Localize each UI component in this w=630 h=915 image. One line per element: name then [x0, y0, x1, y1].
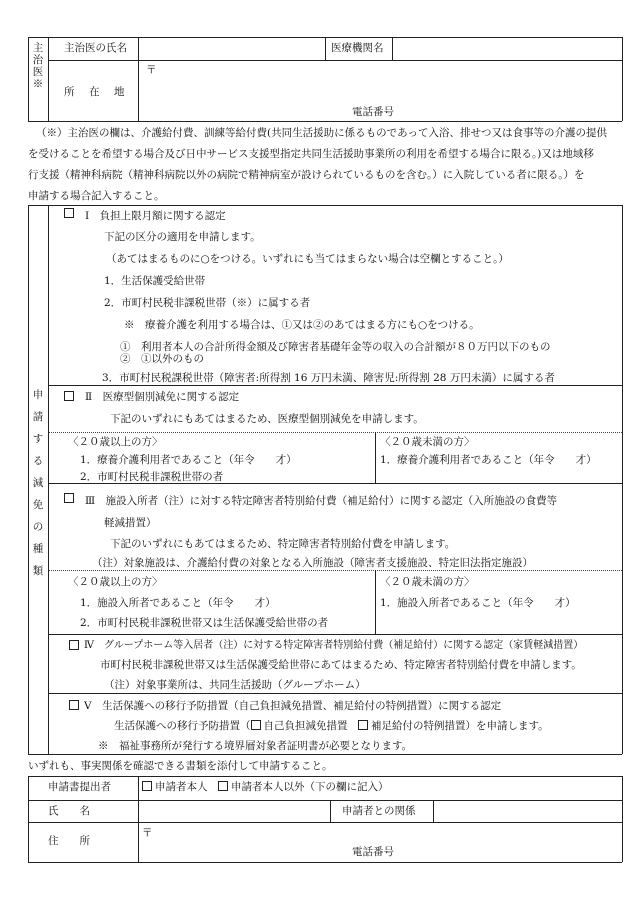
section5-opt1-label: 自己負担減免措置 [263, 720, 348, 732]
section2-left-head: 〈２０歳以上の方〉 [68, 436, 163, 448]
doctor-name-field[interactable] [140, 38, 324, 59]
attach-note: いずれも、事実関係を確認できる書類を添付して申請すること。 [28, 760, 333, 772]
section3-left-item[interactable]: 2．市町村民税非課税世帯又は生活保護受給世帯の者 [80, 617, 329, 629]
relation-label: 申請者との関係 [342, 805, 416, 817]
section1-checkbox[interactable] [64, 208, 74, 221]
section4-checkbox[interactable] [69, 640, 79, 653]
doctor-note-line: 行支援（精神科病院（精神科病院以外の病院で精神病室が設けられているものを含む。）に入院している者に限る。）を [28, 169, 585, 181]
reduction-type-label: 申請する減免の種類 [32, 389, 44, 577]
section1-line: 下記の区分の適用を申請します。 [104, 231, 261, 243]
section4-note: （注）対象事業所は、共同生活援助（グループホーム） [104, 679, 366, 691]
section2-title: Ⅱ 医療型個別減免に関する認定 [85, 391, 240, 403]
section2-right-item[interactable]: 1．療養介護利用者であること（年令 才） [380, 454, 597, 466]
section1-option[interactable]: 3．市町村民税課税世帯（障害者:所得割 16 万円未満、障害児:所得割 28 万円未満）に属する者 [102, 372, 555, 384]
doctor-name-label: 主治医の氏名 [64, 42, 127, 54]
section2-desc: 下記のいずれにもあてはまるため、医療型個別減免を申請します。 [110, 413, 424, 425]
section5-note: ※ 福祉事務所が発行する境界層対象者証明書が必要となります。 [98, 740, 413, 752]
section4-title: Ⅳ グループホーム等入居者（注）に対する特定障害者特別給付費（補足給付）に関する認定（家賃軽減措置） [84, 640, 584, 651]
section5-checkbox[interactable] [69, 700, 79, 713]
section5-opt1-checkbox[interactable] [251, 720, 261, 730]
applicant-postal-mark: 〒 [142, 827, 153, 839]
applicant-phone-label: 電話番号 [352, 846, 394, 858]
section2-left-item[interactable]: 1．療養介護利用者であること（年令 才） [80, 454, 297, 466]
doctor-section-label: 主治医※ [32, 42, 44, 91]
submitter-other-label: 申請者本人以外（下の欄に記入） [231, 781, 389, 793]
doctor-note-line: 申請する場合記入すること。 [28, 190, 165, 202]
section1-option[interactable]: ② ①以外のもの [120, 353, 204, 365]
section5-desc-after: ）を申請します。 [465, 720, 549, 732]
section1-line: （あてはまるものに○をつける。いずれにも当てはまらない場合は空欄とすること。） [106, 253, 509, 265]
doctor-note-line: を受けることを希望する場合及び日中サービス支援型指定共同生活援助事業所の利用を希望する場合に限る。)又は地域移 [28, 148, 594, 160]
section2-checkbox[interactable] [64, 391, 74, 404]
section5-title: Ⅴ 生活保護への移行予防措置（自己負担減免措置、補足給付の特例措置）に関する認定 [84, 700, 502, 712]
section5-desc-before: 生活保護への移行予防措置（ [114, 720, 251, 732]
section1-title: Ⅰ 負担上限月額に関する認定 [85, 210, 226, 222]
submitter-self-label: 申請者本人 [155, 781, 208, 793]
doctor-note-line: （※）主治医の欄は、介護給付費、訓練等給付費(共同生活援助に係るものであって入浴、排せつ又は食事等の介護の提供 [36, 127, 607, 139]
section5-opt2-checkbox[interactable] [358, 720, 368, 730]
section3-right-item[interactable]: 1．施設入所者であること（年令 才） [380, 597, 576, 609]
section2-right-head: 〈２０歳未満の方〉 [380, 436, 475, 448]
submitter-options [142, 781, 389, 794]
applicant-address-label: 住 所 [48, 835, 90, 847]
section3-desc: 下記のいずれにもあてはまるため、特定障害者特別給付費を申請します。 [110, 538, 456, 550]
submitter-other-checkbox[interactable] [218, 781, 228, 791]
section3-title-cont: 軽減措置） [104, 517, 157, 529]
section3-right-head: 〈２０歳未満の方〉 [380, 576, 475, 588]
institution-field[interactable] [394, 38, 620, 59]
relation-field[interactable] [435, 801, 620, 821]
section3-left-head: 〈２０歳以上の方〉 [68, 576, 163, 588]
doctor-postal-mark: 〒 [146, 64, 157, 76]
section4-desc: 市町村民税非課税世帯又は生活保護受給世帯にあてはまるため、特定障害者特別給付費を申請します。 [100, 659, 582, 671]
applicant-name-label: 氏 名 [48, 805, 90, 817]
section3-title: Ⅲ 施設入所者（注）に対する特定障害者特別給付費（補足給付）に関する認定（入所施設の食費等 [85, 495, 558, 507]
doctor-address-label: 所 在 地 [64, 86, 127, 98]
section1-option[interactable]: 1．生活保護受給世帯 [104, 275, 206, 287]
section1-option[interactable]: 2．市町村民税非課税世帯（※）に属する者 [104, 297, 311, 309]
section5-opt2-label: 補足給付の特例措置 [371, 720, 466, 732]
section5-desc [114, 720, 549, 733]
applicant-name-field[interactable] [140, 801, 328, 821]
section3-left-item[interactable]: 1．施設入所者であること（年令 才） [80, 597, 276, 609]
submitter-self-checkbox[interactable] [142, 781, 152, 791]
section1-line: ※ 療養介護を利用する場合は、①又は②のあてはまる方にも○をつける。 [124, 319, 480, 331]
section2-left-item[interactable]: 2．市町村民税非課税世帯の者 [80, 471, 224, 483]
institution-label: 医療機関名 [331, 42, 384, 54]
section3-note: （注）対象施設は、介護給付費の対象となる入所施設（障害者支援施設、特定旧法指定施設） [92, 557, 533, 569]
section3-checkbox[interactable] [64, 493, 74, 506]
submitter-label: 申請書提出者 [48, 781, 111, 793]
section1-option[interactable]: ① 利用者本人の合計所得金額及び障害者基礎年金等の収入の合計額が８０万円以下のもの [120, 341, 551, 353]
doctor-phone-label: 電話番号 [352, 106, 394, 118]
